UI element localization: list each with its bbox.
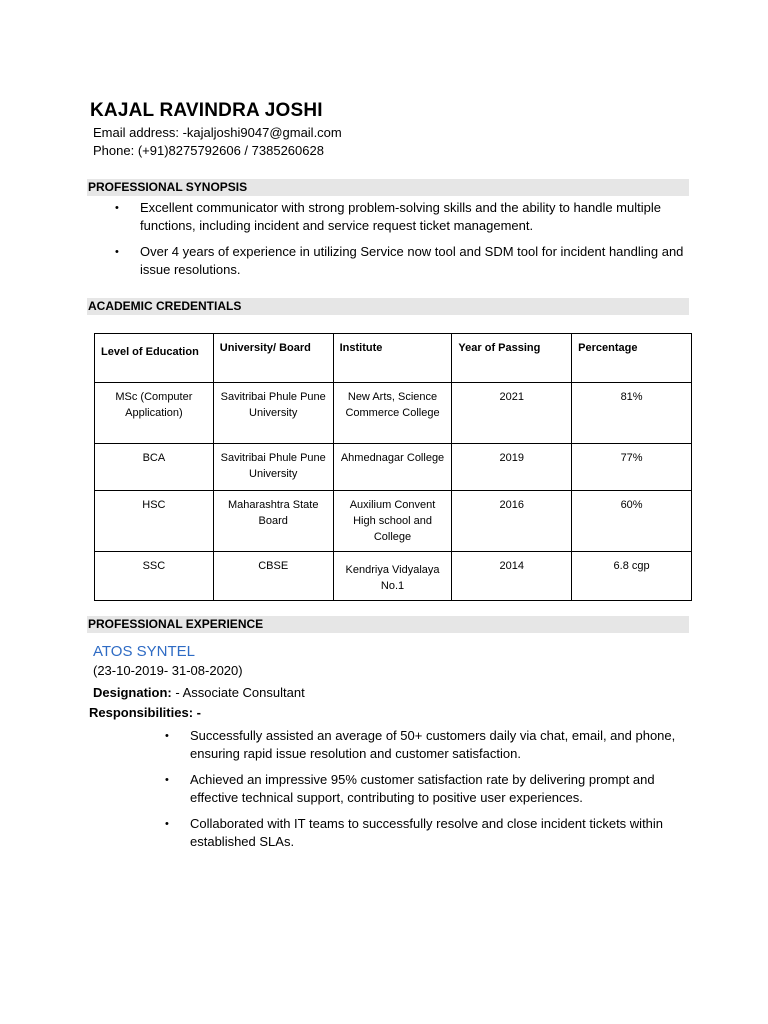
table-cell: 77% <box>572 444 692 491</box>
responsibilities-list <box>165 727 680 859</box>
table-row <box>95 383 692 444</box>
table-cell: 81% <box>572 383 692 444</box>
table-header-cell: Institute <box>333 334 452 383</box>
table-cell: Kendriya Vidyalaya No.1 <box>333 552 452 601</box>
table-cell: Savitribai Phule Pune University <box>213 444 333 491</box>
table-cell: 2014 <box>452 552 572 601</box>
table-cell: 2021 <box>452 383 572 444</box>
table-cell: 6.8 cgp <box>572 552 692 601</box>
employment-dates: (23-10-2019- 31-08-2020) <box>93 663 243 678</box>
list-item: • Achieved an impressive 95% customer satisfaction rate by delivering prompt and effective technical support, contributing to positive user experiences. <box>165 771 680 807</box>
table-cell: HSC <box>95 491 214 552</box>
table-cell: BCA <box>95 444 214 491</box>
section-heading-experience: PROFESSIONAL EXPERIENCE <box>87 616 689 633</box>
table-row <box>95 444 692 491</box>
table-row <box>95 552 692 601</box>
table-cell: Ahmednagar College <box>333 444 452 491</box>
table-header-row <box>95 334 692 383</box>
table-cell: CBSE <box>213 552 333 601</box>
section-heading-synopsis: PROFESSIONAL SYNOPSIS <box>87 179 689 196</box>
list-item: • Excellent communicator with strong problem-solving skills and the ability to handle multiple functions, including incident and service request ticket management. <box>115 199 695 235</box>
company-name: ATOS SYNTEL <box>93 643 195 660</box>
candidate-name: KAJAL RAVINDRA JOSHI <box>90 100 323 121</box>
list-item: • Collaborated with IT teams to successfully resolve and close incident tickets within established SLAs. <box>165 815 680 851</box>
table-cell: 2019 <box>452 444 572 491</box>
table-cell: 2016 <box>452 491 572 552</box>
table-cell: New Arts, Science Commerce College <box>333 383 452 444</box>
table-cell: SSC <box>95 552 214 601</box>
table-row <box>95 491 692 552</box>
section-heading-academics: ACADEMIC CREDENTIALS <box>87 298 689 315</box>
designation-value: - Associate Consultant <box>171 685 305 700</box>
table-cell: MSc (Computer Application) <box>95 383 214 444</box>
phone-line: Phone: (+91)8275792606 / 7385260628 <box>93 143 324 158</box>
table-header-cell: University/ Board <box>213 334 333 383</box>
table-header-cell: Year of Passing <box>452 334 572 383</box>
table-cell: Savitribai Phule Pune University <box>213 383 333 444</box>
table-header-cell: Percentage <box>572 334 692 383</box>
table-cell: Maharashtra State Board <box>213 491 333 552</box>
email-line: Email address: -kajaljoshi9047@gmail.com <box>93 125 342 140</box>
table-header-cell: Level of Education <box>95 334 214 383</box>
table-cell: Auxilium Convent High school and College <box>333 491 452 552</box>
designation <box>93 685 305 700</box>
list-item: • Successfully assisted an average of 50+ customers daily via chat, email, and phone, ensuring rapid issue resolution and customer satisfaction. <box>165 727 680 763</box>
table-cell: 60% <box>572 491 692 552</box>
synopsis-list <box>115 199 695 287</box>
education-table <box>94 333 692 601</box>
responsibilities-label: Responsibilities: - <box>89 705 201 720</box>
designation-label: Designation: <box>93 685 172 700</box>
list-item: • Over 4 years of experience in utilizing Service now tool and SDM tool for incident handling and issue resolutions. <box>115 243 695 279</box>
